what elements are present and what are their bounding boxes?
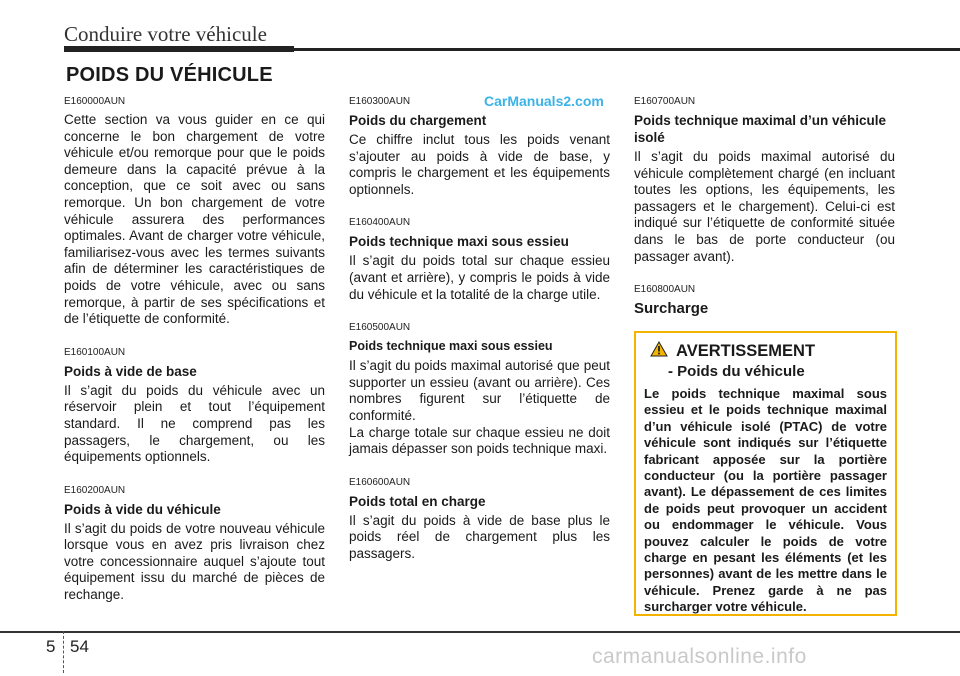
warning-text: Le poids technique maximal sous essieu et le poids technique maximal d’un véhicule isolé (PTAC) de votre véhicule sont indiqués sur l’étiquette fabricant apposée sur la portière conducteur (ou la portière passager avant). Le dépassement de ces limites de poids peut provoquer un accident ou endommager le véhicule. Vous pouvez calculer le poids de votre charge en pesant les éléments (et les personnes) avant de les mettre dans le véhicule. Prenez garde à ne pas surcharger votre véhicule. (644, 386, 887, 615)
subsection-heading: Poids technique maxi sous essieu (349, 339, 553, 354)
subsection-heading: Poids à vide de base (64, 363, 197, 379)
section-code: E160500AUN (349, 322, 411, 334)
section-code: E160300AUN (349, 96, 411, 107)
subsection-heading: Poids technique maximal d’un véhicule isolé (634, 113, 887, 145)
warning-box (634, 331, 897, 616)
subsection-paragraph: Il s’agit du poids total sur chaque essieu (avant et arrière), y compris le poids à vide du véhicule et la totalité de la charge utile. (349, 253, 610, 302)
warning-subtitle: - Poids du véhicule (668, 363, 805, 380)
subsection-heading: Surcharge (634, 300, 709, 318)
header-rule (64, 48, 960, 51)
column-2 (349, 96, 610, 563)
subsection-paragraph: Il s’agit du poids de votre nouveau véhicule lorsque vous en avez pris livraison chez votre concessionnaire auquel s’ajoute tout équipement issu du marché de pièces de rechange. (64, 520, 325, 603)
subsection-paragraph: La charge totale sur chaque essieu ne doit jamais dépasser son poids technique maxi. (349, 424, 610, 457)
subsection-heading: Poids technique maxi sous essieu (349, 234, 569, 250)
footer-watermark: carmanualsonline.info (592, 645, 807, 668)
section-title: POIDS DU VÉHICULE (66, 64, 273, 86)
chapter-number: 5 (46, 637, 56, 656)
watermark-link: CarManuals2.com (484, 93, 604, 109)
warning-triangle-icon (650, 341, 668, 362)
warning-header (644, 341, 887, 362)
subsection-paragraph: Il s’agit du poids à vide de base plus le poids réel de chargement plus les passagers. (349, 512, 610, 561)
subsection-heading: Poids total en charge (349, 493, 486, 509)
subsection-heading: Poids du chargement (349, 113, 487, 128)
section-code: E160000AUN (64, 96, 126, 107)
section-code: E160200AUN (64, 484, 126, 496)
section-code: E160600AUN (349, 476, 411, 488)
subsection-paragraph: Il s’agit du poids du véhicule avec un réservoir plein et tout l’équipement standard. Il ne comprend pas les passagers, le chargement, ou les équipements optionnels. (64, 382, 325, 465)
column-3 (634, 96, 895, 320)
column-1 (64, 96, 325, 604)
section-code: E160400AUN (349, 217, 411, 229)
subsection-heading: Poids à vide du véhicule (64, 501, 221, 517)
subsection-paragraph: Il s’agit du poids maximal autorisé du véhicule complètement chargé (en incluant toutes les options, les équipements, les passagers et le chargement). Celui-ci est indiqué sur l’étiquette de conformité située dans le bas de porte conducteur (ou passager avant). (634, 149, 895, 264)
section-code: E160100AUN (64, 346, 126, 358)
warning-title: AVERTISSEMENT (676, 342, 816, 360)
chapter-title: Conduire votre véhicule (64, 22, 267, 46)
subsection-paragraph: Ce chiffre inclut tous les poids venant s’ajouter au poids à vide de base, y compris le chargement et les équipements optionnels. (349, 132, 610, 197)
intro-paragraph: Cette section va vous guider en ce qui concerne le bon chargement de votre véhicule et/ou remorque pour que le poids demeure dans la capacité prévue à la conception, que ce soit avec ou sans remorque. Un bon chargement de votre véhicule assurera des performances optimales. Avant de charger votre véhicule, familiarisez-vous avec les termes suivants afin de déterminer les caractéristiques de poids de votre véhicule, avec ou sans remorque, à partir de ses spécifications et de l’étiquette de conformité. (64, 112, 325, 327)
subsection-paragraph: Il s’agit du poids maximal autorisé que peut supporter un essieu (avant ou arrière). Ces nombres figurent sur l’étiquette de conformité. (349, 358, 610, 423)
page-number: 54 (70, 637, 89, 656)
footer-rule (0, 631, 960, 633)
section-code: E160800AUN (634, 284, 696, 296)
section-code: E160700AUN (634, 96, 696, 107)
page-number-divider (63, 631, 64, 673)
